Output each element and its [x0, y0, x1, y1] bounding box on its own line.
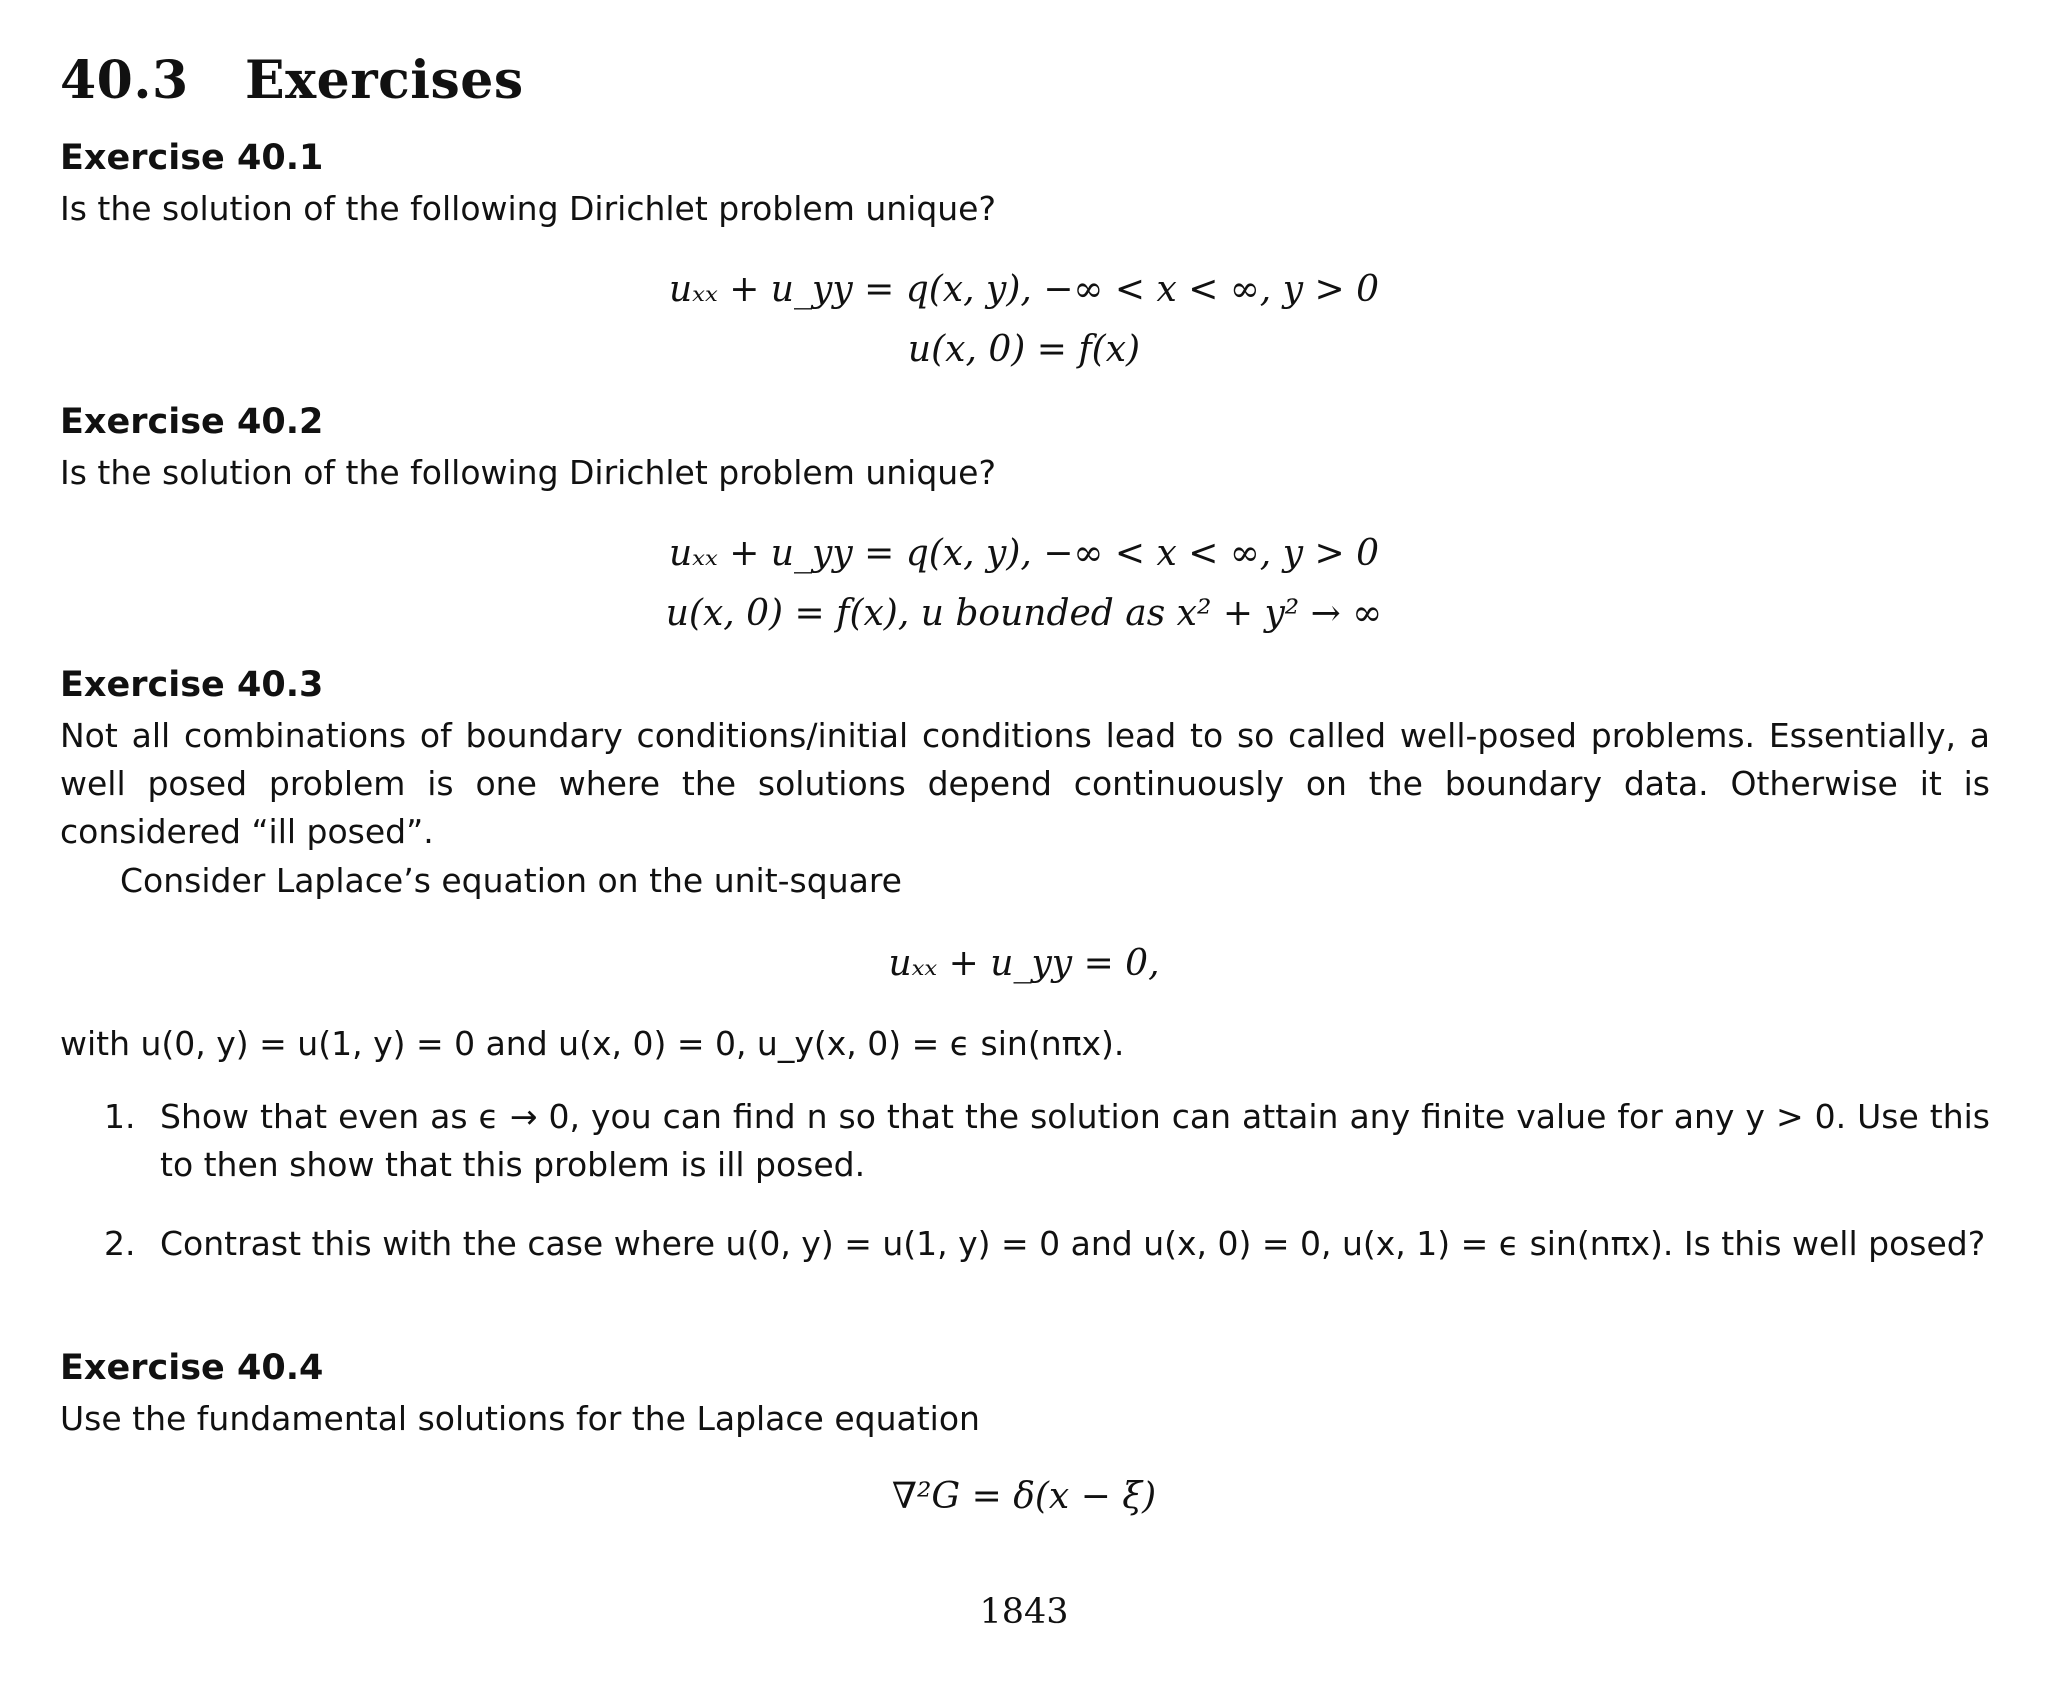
- exercise-40-3-heading: Exercise 40.3: [60, 665, 324, 705]
- exercise-40-2-heading: Exercise 40.2: [60, 402, 324, 442]
- exercise-40-4-heading: Exercise 40.4: [60, 1348, 324, 1388]
- section-title-text: Exercises: [245, 50, 524, 111]
- exercise-40-3-intro: Not all combinations of boundary conditions/initial conditions lead to so called well-posed problems. Essentially, a well posed problem is one where the solutions depend continuously on the boundary data. Otherwise it is considered “ill posed”.: [60, 716, 1990, 851]
- exercise-40-3-item-2: [104, 1220, 1990, 1268]
- list-item-text: Contrast this with the case where u(0, y) = u(1, y) = 0 and u(x, 0) = 0, u(x, 1) = ϵ sin(nπx). Is this well posed?: [160, 1224, 1986, 1263]
- list-marker: 1.: [104, 1097, 136, 1136]
- exercise-40-2-equation-2: u(x, 0) = f(x), u bounded as x² + y² → ∞: [665, 593, 1383, 634]
- exercise-40-2-equation-1: uₓₓ + u_yy = q(x, y), −∞ < x < ∞, y > 0: [669, 533, 1379, 574]
- list-item-text: Show that even as ϵ → 0, you can find n so that the solution can attain any finite value for any y > 0. Use this to then show that this problem is ill posed.: [160, 1097, 1990, 1184]
- exercise-40-2-intro: Is the solution of the following Dirichlet problem unique?: [60, 453, 997, 492]
- exercise-40-1-equation-1: uₓₓ + u_yy = q(x, y), −∞ < x < ∞, y > 0: [669, 269, 1379, 310]
- list-marker: 2.: [104, 1224, 136, 1263]
- exercise-40-1-equation-2: u(x, 0) = f(x): [907, 329, 1141, 370]
- exercise-40-4-intro: Use the fundamental solutions for the Laplace equation: [60, 1399, 980, 1438]
- page-number: 1843: [979, 1592, 1069, 1632]
- exercise-40-3-consider: Consider Laplace’s equation on the unit-square: [120, 861, 902, 900]
- exercise-40-4-equation: ∇²G = δ(x − ξ): [891, 1476, 1157, 1517]
- section-title: [60, 50, 524, 111]
- section-number: 40.3: [60, 50, 189, 111]
- exercise-40-1-heading: Exercise 40.1: [60, 138, 324, 178]
- exercise-40-3-item-1: [104, 1093, 1990, 1189]
- exercise-40-1-intro: Is the solution of the following Dirichlet problem unique?: [60, 189, 997, 228]
- exercise-40-3-equation: uₓₓ + u_yy = 0,: [888, 943, 1160, 984]
- exercise-40-3-with-text: with u(0, y) = u(1, y) = 0 and u(x, 0) = 0, u_y(x, 0) = ϵ sin(nπx).: [60, 1024, 1125, 1063]
